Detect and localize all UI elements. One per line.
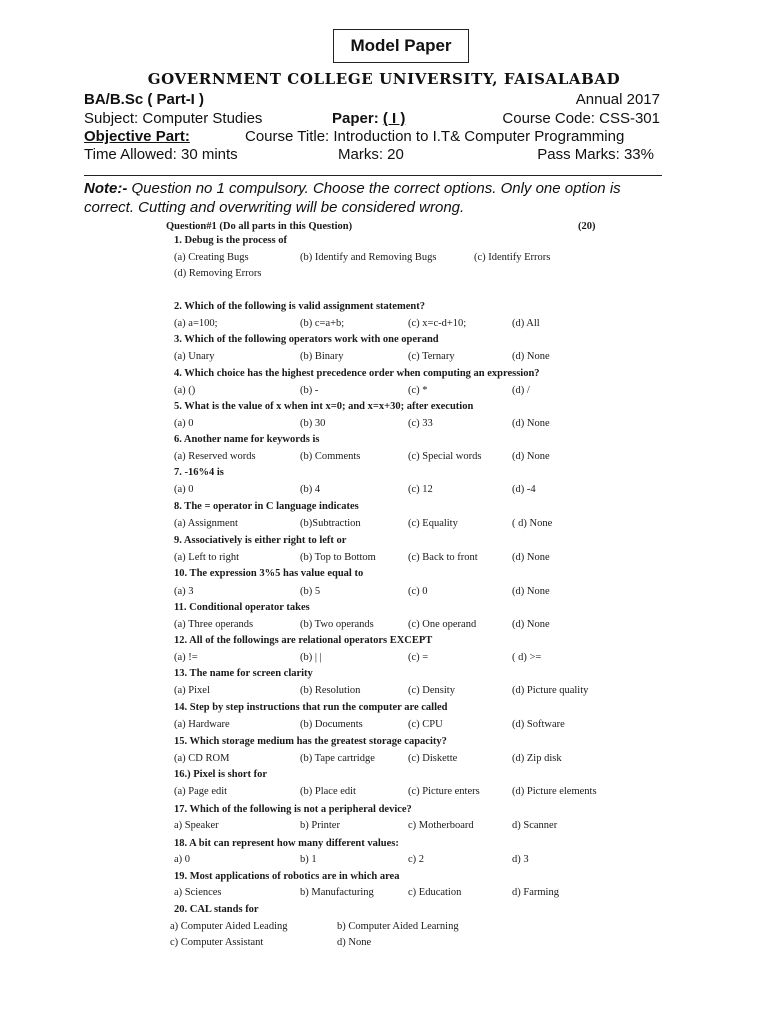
- answer-option[interactable]: ( d) None: [512, 518, 553, 529]
- answer-option[interactable]: (c) Density: [408, 685, 455, 696]
- answer-option[interactable]: (d) -4: [512, 484, 536, 495]
- answer-option[interactable]: (a) a=100;: [174, 318, 218, 329]
- answer-option[interactable]: (c) Picture enters: [408, 786, 480, 797]
- question-20-options-extra: [152, 937, 612, 951]
- question-7-options: [152, 484, 612, 498]
- objective-label: Objective Part:: [84, 128, 190, 145]
- answer-option[interactable]: (d) /: [512, 385, 530, 396]
- answer-option[interactable]: (c) CPU: [408, 719, 443, 730]
- question-16: [152, 769, 612, 783]
- answer-option[interactable]: (a) CD ROM: [174, 753, 230, 764]
- pass-marks: Pass Marks: 33%: [537, 146, 654, 163]
- question-sheet-marks: (20): [578, 221, 596, 232]
- question-5: [152, 401, 612, 415]
- answer-option[interactable]: (b)Subtraction: [300, 518, 361, 529]
- question-15-options: [152, 753, 612, 767]
- question-1-options-extra: [152, 268, 612, 282]
- question-text: 20. CAL stands for: [174, 904, 259, 915]
- answer-option[interactable]: (a) Unary: [174, 351, 215, 362]
- question-3-options: [152, 351, 612, 365]
- answer-option[interactable]: (b) Tape cartridge: [300, 753, 375, 764]
- answer-option[interactable]: (a) Assignment: [174, 518, 238, 529]
- answer-option[interactable]: (d) None: [512, 552, 550, 563]
- question-11: [152, 602, 612, 616]
- answer-option[interactable]: a) Computer Aided Leading: [170, 921, 288, 932]
- question-17: [152, 804, 612, 818]
- question-text: 16.) Pixel is short for: [174, 769, 268, 780]
- question-19: [152, 871, 612, 885]
- answer-option[interactable]: (a) Hardware: [174, 719, 230, 730]
- question-7: [152, 467, 612, 481]
- question-18-options: [152, 854, 612, 868]
- answer-option[interactable]: (d) All: [512, 318, 540, 329]
- answer-option[interactable]: (c) Diskette: [408, 753, 458, 764]
- answer-option[interactable]: (b) -: [300, 385, 319, 396]
- question-14: [152, 702, 612, 716]
- question-text: 18. A bit can represent how many different values:: [174, 838, 399, 849]
- question-text: 4. Which choice has the highest precedence order when computing an expression?: [174, 368, 540, 379]
- answer-option[interactable]: (c) =: [408, 652, 429, 663]
- program: BA/B.Sc ( Part-I ): [84, 91, 205, 108]
- question-12-options: [152, 652, 612, 666]
- answer-option[interactable]: (b) Two operands: [300, 619, 374, 630]
- answer-option[interactable]: (a) Three operands: [174, 619, 254, 630]
- question-17-options: [152, 820, 612, 834]
- question-12: [152, 635, 612, 649]
- question-3: [152, 334, 612, 348]
- question-sheet-header: [152, 221, 612, 235]
- subject: Subject: Computer Studies: [84, 110, 263, 127]
- marks: Marks: 20: [338, 146, 404, 163]
- answer-option[interactable]: (a) (): [174, 385, 196, 396]
- question-sheet: [152, 218, 612, 948]
- question-sheet-title: Question#1 (Do all parts in this Question): [166, 221, 353, 232]
- question-19-options: [152, 887, 612, 901]
- answer-option[interactable]: (b) 4: [300, 484, 321, 495]
- answer-option[interactable]: (b) Identify and Removing Bugs: [300, 252, 437, 263]
- answer-option[interactable]: b) Printer: [300, 820, 340, 831]
- question-10-options: [152, 586, 612, 600]
- question-20-options: [152, 921, 612, 935]
- answer-option[interactable]: (c) *: [408, 385, 428, 396]
- answer-option[interactable]: (c) One operand: [408, 619, 477, 630]
- answer-option[interactable]: (d) None: [512, 619, 550, 630]
- answer-option[interactable]: d) Scanner: [512, 820, 558, 831]
- session: Annual 2017: [575, 91, 660, 108]
- paper-number: [332, 110, 405, 127]
- answer-option[interactable]: (d) Software: [512, 719, 565, 730]
- model-paper-badge: Model Paper: [333, 29, 469, 63]
- answer-option[interactable]: (b) Top to Bottom: [300, 552, 376, 563]
- header-divider: [84, 175, 662, 176]
- question-8-options: [152, 518, 612, 532]
- answer-option[interactable]: a) 0: [174, 854, 191, 865]
- question-4-options: [152, 385, 612, 399]
- question-18: [152, 838, 612, 852]
- answer-option[interactable]: (a) Page edit: [174, 786, 228, 797]
- answer-option[interactable]: (a) 3: [174, 586, 194, 597]
- answer-option[interactable]: (a) 0: [174, 418, 194, 429]
- answer-option[interactable]: (b) Binary: [300, 351, 344, 362]
- time-row: [84, 146, 660, 165]
- answer-option[interactable]: a) Sciences: [174, 887, 222, 898]
- question-5-options: [152, 418, 612, 432]
- note-text: Question no 1 compulsory. Choose the correct options. Only one option is correct. Cutting and overwriting will be considered wrong.: [84, 180, 621, 216]
- answer-option[interactable]: (b) 30: [300, 418, 326, 429]
- answer-option[interactable]: (c) Equality: [408, 518, 458, 529]
- question-text: 7. -16%4 is: [174, 467, 224, 478]
- answer-option[interactable]: c) Computer Assistant: [170, 937, 264, 948]
- question-text: 8. The = operator in C language indicates: [174, 501, 359, 512]
- answer-option[interactable]: (c) Ternary: [408, 351, 455, 362]
- question-text: 10. The expression 3%5 has value equal to: [174, 568, 364, 579]
- paper-label: Paper:: [332, 110, 379, 127]
- answer-option[interactable]: (a) !=: [174, 652, 198, 663]
- question-text: 17. Which of the following is not a peripheral device?: [174, 804, 412, 815]
- answer-option[interactable]: (c) x=c-d+10;: [408, 318, 467, 329]
- question-14-options: [152, 719, 612, 733]
- answer-option[interactable]: (b) | |: [300, 652, 322, 663]
- question-text: 15. Which storage medium has the greatest storage capacity?: [174, 736, 447, 747]
- program-row: [84, 91, 660, 110]
- question-text: 1. Debug is the process of: [174, 235, 287, 246]
- answer-option[interactable]: (b) 5: [300, 586, 321, 597]
- answer-option[interactable]: (a) Creating Bugs: [174, 252, 249, 263]
- question-13: [152, 668, 612, 682]
- question-text: 13. The name for screen clarity: [174, 668, 313, 679]
- course-code: Course Code: CSS-301: [502, 110, 660, 127]
- answer-option[interactable]: d) None: [337, 937, 372, 948]
- question-text: 14. Step by step instructions that run the computer are called: [174, 702, 448, 713]
- university-title: GOVERNMENT COLLEGE UNIVERSITY, FAISALABAD: [147, 70, 621, 88]
- answer-option[interactable]: b) Computer Aided Learning: [337, 921, 459, 932]
- answer-option[interactable]: (b) Place edit: [300, 786, 356, 797]
- answer-option[interactable]: c) Education: [408, 887, 462, 898]
- question-1-options: [152, 252, 612, 266]
- question-6-options: [152, 451, 612, 465]
- question-16-options: [152, 786, 612, 800]
- question-13-options: [152, 685, 612, 699]
- answer-option[interactable]: b) 1: [300, 854, 317, 865]
- question-20: [152, 904, 612, 918]
- paper-value: ( I ): [382, 110, 406, 127]
- answer-option[interactable]: b) Manufacturing: [300, 887, 374, 898]
- question-4: [152, 368, 612, 382]
- answer-option[interactable]: (d) Picture quality: [512, 685, 589, 696]
- question-2: [152, 301, 612, 315]
- answer-option[interactable]: (d) None: [512, 418, 550, 429]
- question-text: 9. Associatively is either right to left or: [174, 535, 347, 546]
- answer-option[interactable]: (d) None: [512, 586, 550, 597]
- question-15: [152, 736, 612, 750]
- answer-option[interactable]: (c) Back to front: [408, 552, 478, 563]
- question-text: 2. Which of the following is valid assignment statement?: [174, 301, 425, 312]
- question-text: 6. Another name for keywords is: [174, 434, 320, 445]
- question-11-options: [152, 619, 612, 633]
- answer-option[interactable]: c) Motherboard: [408, 820, 474, 831]
- time-allowed: Time Allowed: 30 mints: [84, 146, 238, 163]
- question-text: 11. Conditional operator takes: [174, 602, 310, 613]
- answer-option[interactable]: (b) Documents: [300, 719, 363, 730]
- answer-option[interactable]: (c) Special words: [408, 451, 482, 462]
- answer-option[interactable]: (c) 33: [408, 418, 433, 429]
- answer-option[interactable]: c) 2: [408, 854, 425, 865]
- question-9: [152, 535, 612, 549]
- subject-row: [84, 110, 660, 129]
- course-title: Course Title: Introduction to I.T& Computer Programming: [245, 128, 625, 145]
- question-text: 12. All of the followings are relational operators EXCEPT: [174, 635, 433, 646]
- answer-option[interactable]: d) 3: [512, 854, 529, 865]
- answer-option[interactable]: (c) Identify Errors: [474, 252, 551, 263]
- answer-option[interactable]: (d) None: [512, 351, 550, 362]
- question-text: 3. Which of the following operators work with one operand: [174, 334, 439, 345]
- answer-option[interactable]: (d) Zip disk: [512, 753, 562, 764]
- question-text: 5. What is the value of x when int x=0; and x=x+30; after execution: [174, 401, 474, 412]
- question-10: [152, 568, 612, 582]
- answer-option[interactable]: (c) 0: [408, 586, 428, 597]
- answer-option[interactable]: ( d) >=: [512, 652, 542, 663]
- question-6: [152, 434, 612, 448]
- answer-option[interactable]: (a) Left to right: [174, 552, 240, 563]
- note: [84, 179, 664, 217]
- note-label: Note:-: [84, 180, 128, 197]
- answer-option[interactable]: (a) Reserved words: [174, 451, 256, 462]
- answer-option[interactable]: (a) 0: [174, 484, 194, 495]
- question-8: [152, 501, 612, 515]
- answer-option[interactable]: (b) c=a+b;: [300, 318, 345, 329]
- answer-option[interactable]: (d) None: [512, 451, 550, 462]
- title-row: [84, 128, 660, 147]
- answer-option[interactable]: d) Farming: [512, 887, 559, 898]
- answer-option[interactable]: (b) Resolution: [300, 685, 361, 696]
- question-9-options: [152, 552, 612, 566]
- answer-option[interactable]: (d) Removing Errors: [174, 268, 262, 279]
- question-text: 19. Most applications of robotics are in which area: [174, 871, 400, 882]
- answer-option[interactable]: (b) Comments: [300, 451, 361, 462]
- question-2-options: [152, 318, 612, 332]
- answer-option[interactable]: (d) Picture elements: [512, 786, 597, 797]
- question-1: [152, 235, 612, 249]
- answer-option[interactable]: a) Speaker: [174, 820, 219, 831]
- answer-option[interactable]: (a) Pixel: [174, 685, 210, 696]
- answer-option[interactable]: (c) 12: [408, 484, 433, 495]
